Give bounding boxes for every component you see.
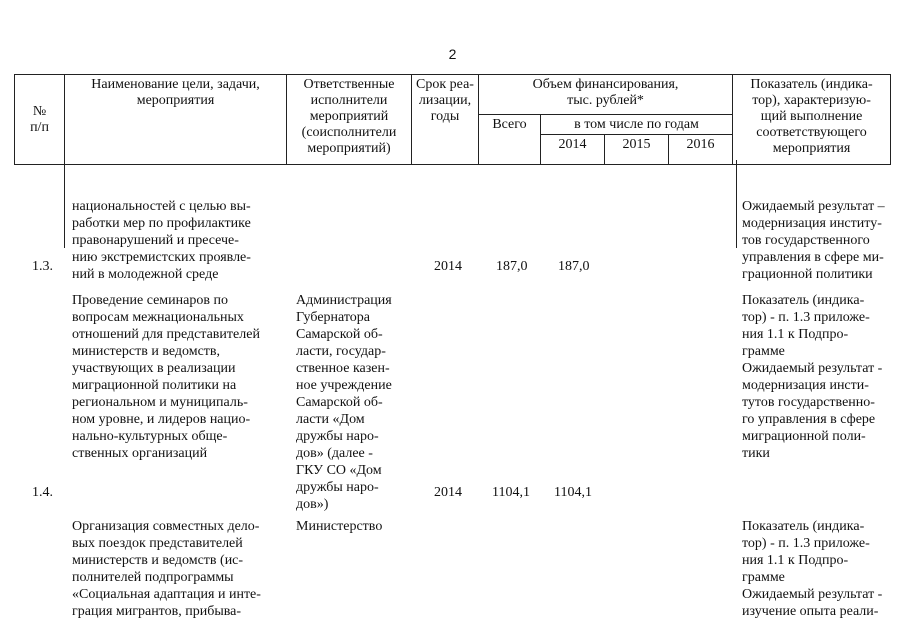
row-1-4-name: Организация совместных дело- вых поездок представителей министерств и ведомств (ис- полнителей подпрограммы «Социальная адаптация и инте- грация мигрантов, прибыва- (72, 519, 261, 619)
row-1-4-responsible: Министерство (296, 519, 383, 534)
row-1-4-term: 2014 (434, 485, 462, 500)
row-1-3-num: 1.3. (32, 259, 53, 274)
table-header (14, 74, 891, 165)
header-indicator: Показатель (индика- тор), характеризую- щий выполнение соответствующего мероприятия (733, 75, 891, 165)
row-1-4-2014: 1104,1 (554, 485, 592, 500)
header-year-2016: 2016 (669, 135, 733, 165)
header-by-years: в том числе по годам (541, 115, 733, 135)
page-number: 2 (448, 46, 457, 62)
row-1-3-2014: 187,0 (558, 259, 590, 274)
row-1-3-total: 187,0 (496, 259, 528, 274)
header-responsible: Ответственные исполнители мероприятий (соисполнители мероприятий) (287, 75, 412, 165)
row-1-3-responsible: Администрация Губернатора Самарской об- ласти, государ- ственное казен- ное учреждение Самарской об- ласти «Дом дружбы наро- дов» (далее - ГКУ СО «Дом дружбы наро- дов») (296, 293, 392, 512)
row-1-3-term: 2014 (434, 259, 462, 274)
row-1-4-num: 1.4. (32, 485, 53, 500)
row-1-3-name: Проведение семинаров по вопросам межнациональных отношений для представителей министерств и ведомств, участвующих в реализации миграционной политики на региональном и муниципаль- ном уровне, и лидеров нацио- нально-культурных обще- ственных организаций (72, 293, 260, 461)
row-continuation-name: национальностей с целью вы- работки мер по профилактике правонарушений и пресече- нию экстремистских проявле- ний в молодежной среде (72, 199, 251, 282)
row-1-4-indicator: Показатель (индика- тор) - п. 1.3 приложе- ния 1.1 к Подпро- грамме Ожидаемый результат - изучение опыта реали- (742, 519, 883, 619)
header-total: Всего (479, 115, 541, 165)
header-funding: Объем финансирования, тыс. рублей* (479, 75, 733, 115)
row-continuation-indicator: Ожидаемый результат – модернизация институ- тов государственного управления в сфере ми- грационной политики (742, 199, 885, 282)
header-name: Наименование цели, задачи, мероприятия (65, 75, 287, 165)
header-num: № п/п (15, 75, 65, 165)
row-1-3-indicator: Показатель (индика- тор) - п. 1.3 приложе- ния 1.1 к Подпро- грамме Ожидаемый результат - модернизация инсти- тутов государственно- го управления в сфере миграционной поли- тики (742, 293, 883, 461)
column-divider (64, 160, 65, 248)
row-1-4-total: 1104,1 (492, 485, 530, 500)
column-divider (736, 160, 737, 248)
header-year-2015: 2015 (605, 135, 669, 165)
header-year-2014: 2014 (541, 135, 605, 165)
header-term: Срок реа- лизации, годы (412, 75, 479, 165)
